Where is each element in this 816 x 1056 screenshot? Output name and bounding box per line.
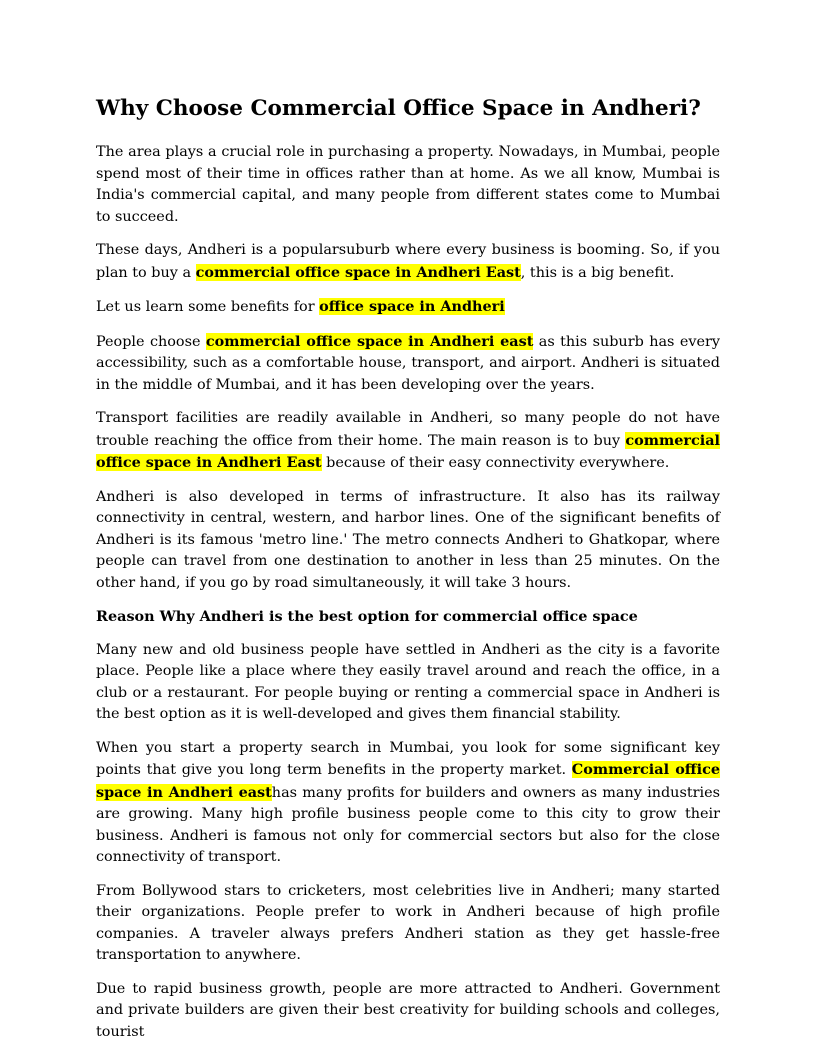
paragraph-benefits-intro: [96, 296, 720, 319]
paragraph-text: has many profits for builders and owners as many industries are growing. Many high profile business people come to this city to grow their business. Andheri is famous not only for commercial sectors but also for the close connectivity of transport.: [96, 784, 720, 865]
paragraph-text: When you start a property search in Mumbai, you look for some significant key points that give you long term benefits in the property market.: [96, 739, 720, 778]
highlighted-keyword: commercial office space in Andheri East: [195, 263, 521, 281]
paragraph-text: Transport facilities are readily available in Andheri, so many people do not have trouble reaching the office from their home. The main reason is to buy: [96, 410, 720, 449]
highlighted-keyword: office space in Andheri: [319, 298, 505, 315]
paragraph-text: because of their easy connectivity everywhere.: [321, 455, 670, 471]
document-page: [96, 92, 720, 1055]
paragraph-suburb: [96, 240, 720, 284]
section-heading: Reason Why Andheri is the best option for commercial office space: [96, 608, 638, 625]
paragraph-settled: Many new and old business people have settled in Andheri as the city is a favorite place. People like a place where they easily travel around and reach the office, in a club or a restaurant. For people buying or renting a commercial space in Andheri is the best option as it is well-developed and gives them financial stability.: [96, 641, 720, 722]
highlighted-keyword: commercial office space in Andheri East: [96, 431, 720, 471]
paragraph-text: People choose: [96, 333, 206, 350]
page-title: Why Choose Commercial Office Space in Andheri?: [96, 96, 701, 121]
paragraph-text: as this suburb has every accessibility, such as a comfortable house, transport, and airport. Andheri is situated in the middle of Mumbai, and it has been developing over the years.: [96, 333, 720, 393]
paragraph-intro: The area plays a crucial role in purchasing a property. Nowadays, in Mumbai, people spend most of their time in offices rather than at home. As we all know, Mumbai is India's commercial capital, and many people from different states come to Mumbai to succeed.: [96, 144, 720, 225]
highlighted-keyword: Commercial office space in Andheri east: [96, 761, 720, 801]
paragraph-celebrities: From Bollywood stars to cricketers, most celebrities live in Andheri; many started their organizations. People prefer to work in Andheri because of high profile companies. A traveler always prefers Andheri station as they get hassle-free transportation to anywhere.: [96, 882, 720, 963]
paragraph-text: Let us learn some benefits for: [96, 299, 320, 315]
paragraph-infrastructure: Andheri is also developed in terms of infrastructure. It also has its railway connectivity in central, western, and harbor lines. One of the significant benefits of Andheri is its famous 'metro line.' The metro connects Andheri to Ghatkopar, where people can travel from one destination to another in less than 25 minutes. On the other hand, if you go by road simultaneously, it will take 3 hours.: [96, 488, 720, 591]
paragraph-property-search: [96, 738, 720, 869]
highlighted-keyword: commercial office space in Andheri east: [205, 332, 534, 350]
paragraph-transport: [96, 408, 720, 475]
paragraph-text: , this is a big benefit.: [520, 264, 675, 281]
paragraph-text: These days, Andheri is a popularsuburb where every business is booming. So, if you plan to buy a: [96, 242, 720, 281]
paragraph-growth: Due to rapid business growth, people are more attracted to Andheri. Government and private builders are given their best creativity for building schools and colleges, tourist: [96, 980, 720, 1040]
paragraph-accessibility: [96, 331, 720, 397]
